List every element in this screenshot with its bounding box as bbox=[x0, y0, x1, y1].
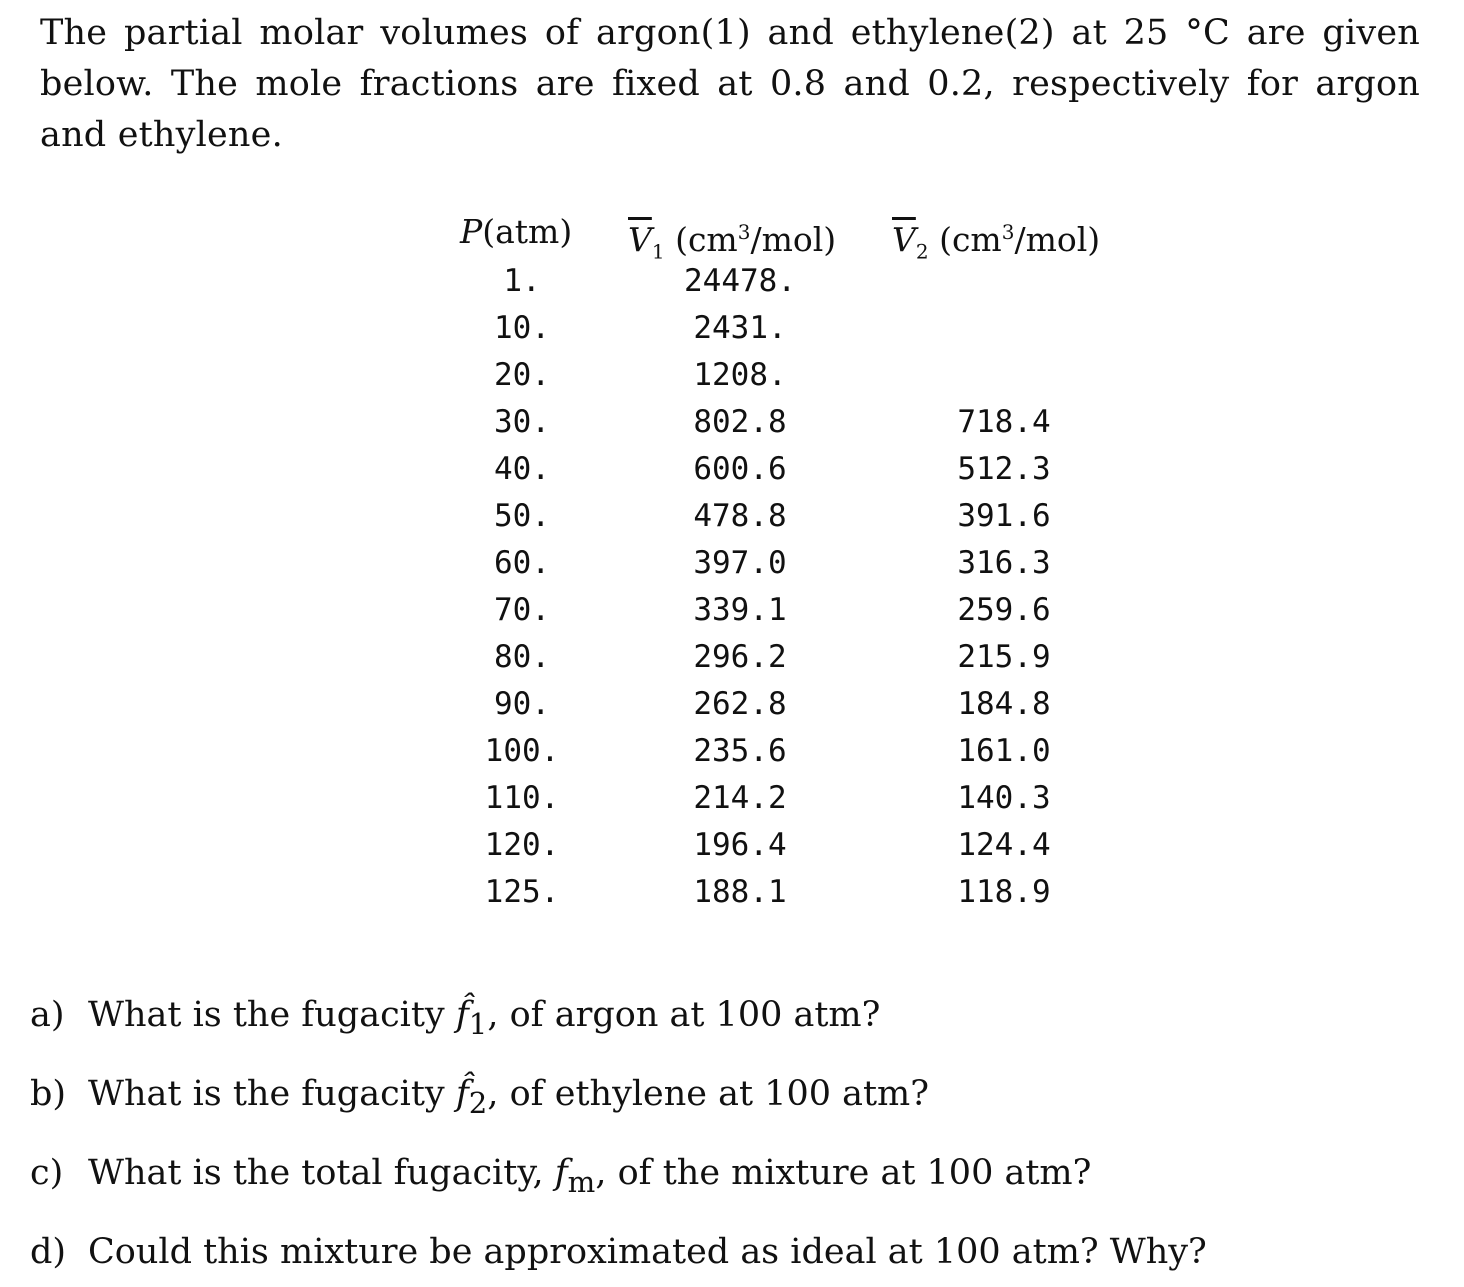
table-row bbox=[0, 493, 1464, 540]
table-row bbox=[0, 399, 1464, 446]
cell-v1: 600.6 bbox=[693, 451, 787, 487]
cell-v1: 235.6 bbox=[693, 733, 787, 769]
cell-v1: 24478. bbox=[684, 263, 796, 299]
question-text-post: , of argon at 100 atm? bbox=[487, 995, 881, 1035]
fugacity-subscript: 2 bbox=[468, 1086, 488, 1120]
cell-v1: 1208. bbox=[693, 357, 787, 393]
cell-v2: 184.8 bbox=[957, 686, 1051, 722]
cell-pressure: 20. bbox=[494, 357, 550, 393]
cell-v1: 296.2 bbox=[693, 639, 787, 675]
cell-pressure: 10. bbox=[494, 310, 550, 346]
cell-pressure: 100. bbox=[484, 733, 560, 769]
fugacity-symbol: f̂ bbox=[455, 1074, 469, 1114]
cell-v1: 802.8 bbox=[693, 404, 787, 440]
cell-v2: 718.4 bbox=[957, 404, 1051, 440]
question-text-pre: Could this mixture be approximated as ideal at 100 atm? Why? bbox=[88, 1232, 1207, 1272]
header-pressure-symbol: P bbox=[460, 212, 483, 251]
fugacity-subscript: 1 bbox=[468, 1007, 488, 1041]
question-label: c) bbox=[30, 1153, 64, 1193]
cell-v1: 188.1 bbox=[693, 874, 787, 910]
cell-v1: 478.8 bbox=[693, 498, 787, 534]
header-v1-symbol: $\overline{V}$ bbox=[628, 220, 652, 259]
header-pressure bbox=[460, 210, 572, 254]
cell-pressure: 110. bbox=[484, 780, 560, 816]
question-label: b) bbox=[30, 1074, 67, 1114]
cell-v1: 262.8 bbox=[693, 686, 787, 722]
table-row bbox=[0, 634, 1464, 681]
header-v1-unit-pre: (cm bbox=[675, 220, 738, 259]
question-text-pre: What is the fugacity bbox=[88, 1074, 456, 1114]
cell-pressure: 30. bbox=[494, 404, 550, 440]
cell-v2: 161.0 bbox=[957, 733, 1051, 769]
fugacity-symbol: f̂ bbox=[455, 995, 469, 1035]
question-c bbox=[30, 1138, 1450, 1217]
cell-v2: 316.3 bbox=[957, 545, 1051, 581]
cell-v1: 339.1 bbox=[693, 592, 787, 628]
cell-pressure: 125. bbox=[484, 874, 560, 910]
cell-v2: 118.9 bbox=[957, 874, 1051, 910]
table-row bbox=[0, 728, 1464, 775]
cell-pressure: 90. bbox=[494, 686, 550, 722]
header-v2-sub: 2 bbox=[915, 239, 929, 264]
cell-pressure: 120. bbox=[484, 827, 560, 863]
header-v2-symbol: $\overline{V}$ bbox=[892, 220, 916, 259]
cell-v2: 259.6 bbox=[957, 592, 1051, 628]
cell-pressure: 40. bbox=[494, 451, 550, 487]
cell-v1: 397.0 bbox=[693, 545, 787, 581]
header-v1-unit-post: /mol) bbox=[750, 220, 837, 259]
header-pressure-unit: (atm) bbox=[482, 212, 573, 251]
header-v2-unit-pre: (cm bbox=[939, 220, 1002, 259]
cell-pressure: 1. bbox=[503, 263, 541, 299]
cell-v2: 140.3 bbox=[957, 780, 1051, 816]
fugacity-symbol: f bbox=[554, 1153, 568, 1193]
question-a bbox=[30, 980, 1450, 1059]
table-row bbox=[0, 822, 1464, 869]
table-row bbox=[0, 258, 1464, 305]
question-text-post: , of the mixture at 100 atm? bbox=[595, 1153, 1092, 1193]
cell-pressure: 60. bbox=[494, 545, 550, 581]
table-row bbox=[0, 352, 1464, 399]
fugacity-subscript: m bbox=[567, 1165, 596, 1199]
cell-v1: 214.2 bbox=[693, 780, 787, 816]
cell-pressure: 70. bbox=[494, 592, 550, 628]
cell-v1: 196.4 bbox=[693, 827, 787, 863]
table-row bbox=[0, 305, 1464, 352]
question-text-pre: What is the fugacity bbox=[88, 995, 456, 1035]
cell-v2: 391.6 bbox=[957, 498, 1051, 534]
cell-pressure: 50. bbox=[494, 498, 550, 534]
cell-pressure: 80. bbox=[494, 639, 550, 675]
table-row bbox=[0, 540, 1464, 587]
question-label: a) bbox=[30, 995, 65, 1035]
table-row bbox=[0, 775, 1464, 822]
question-list bbox=[30, 980, 1450, 1287]
header-v1-sub: 1 bbox=[651, 239, 665, 264]
cell-v2: 215.9 bbox=[957, 639, 1051, 675]
question-text-post: , of ethylene at 100 atm? bbox=[487, 1074, 930, 1114]
table-row bbox=[0, 587, 1464, 634]
cell-v2: 512.3 bbox=[957, 451, 1051, 487]
header-v2-unit-post: /mol) bbox=[1014, 220, 1101, 259]
cell-v2: 124.4 bbox=[957, 827, 1051, 863]
question-label: d) bbox=[30, 1232, 67, 1272]
problem-intro: The partial molar volumes of argon(1) and ethylene(2) at 25 °C are given below. The mole fractions are fixed at 0.8 and 0.2, respectively for argon and ethylene. bbox=[40, 13, 1420, 155]
table-row bbox=[0, 446, 1464, 493]
header-v2-unit-sup: 3 bbox=[1001, 220, 1015, 244]
table-row bbox=[0, 681, 1464, 728]
question-text-pre: What is the total fugacity, bbox=[88, 1153, 555, 1193]
table-row bbox=[0, 869, 1464, 916]
question-d bbox=[30, 1217, 1450, 1287]
question-b bbox=[30, 1059, 1450, 1138]
cell-v1: 2431. bbox=[693, 310, 787, 346]
header-v1-unit-sup: 3 bbox=[737, 220, 751, 244]
